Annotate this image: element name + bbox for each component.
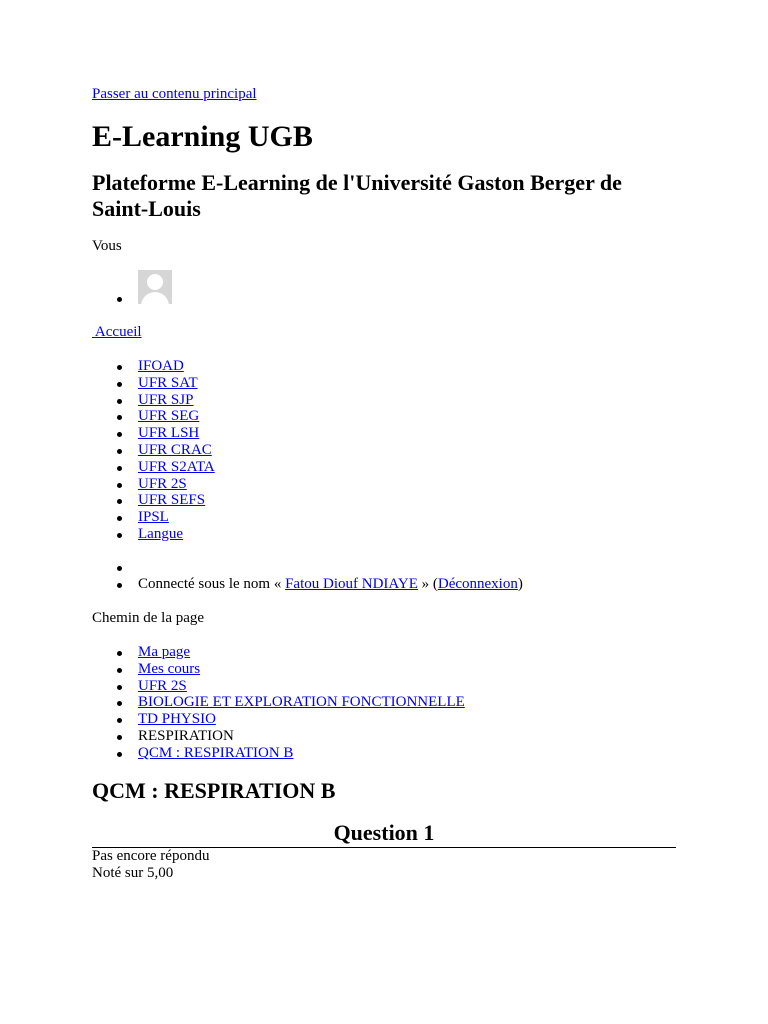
user-menu-item[interactable] xyxy=(138,270,172,306)
question-grade: Noté sur 5,00 xyxy=(92,865,174,881)
nav-item-ufr-crac xyxy=(138,442,215,459)
nav-link[interactable]: IFOAD xyxy=(138,358,184,374)
user-profile-link[interactable]: Fatou Diouf NDIAYE xyxy=(285,575,418,592)
login-prefix: Connecté sous le nom « xyxy=(138,575,286,592)
nav-link[interactable]: Langue xyxy=(138,525,183,542)
nav-link[interactable]: UFR SEFS xyxy=(138,492,206,509)
nav-item-ufr-sefs xyxy=(138,492,215,509)
nav-item-ufr-sjp xyxy=(138,392,215,409)
breadcrumb-link[interactable]: QCM : RESPIRATION B xyxy=(138,744,294,761)
quiz-title: QCM : RESPIRATION B xyxy=(92,778,336,803)
user-menu-label: Vous xyxy=(92,238,122,254)
user-avatar-icon[interactable] xyxy=(138,270,172,304)
breadcrumb-link[interactable]: UFR 2S xyxy=(138,677,187,694)
breadcrumb-link[interactable]: Mes cours xyxy=(138,660,201,677)
breadcrumb-item xyxy=(138,711,465,728)
breadcrumb-label: Chemin de la page xyxy=(92,610,205,626)
breadcrumb-link[interactable]: BIOLOGIE ET EXPLORATION FONCTIONNELLE xyxy=(138,694,465,711)
breadcrumb-text: RESPIRATION xyxy=(138,727,234,744)
login-middle: » ( xyxy=(417,575,438,592)
home-link[interactable]: Accueil xyxy=(92,324,142,340)
nav-link[interactable]: UFR S2ATA xyxy=(138,458,215,475)
nav-item-ifoad xyxy=(138,358,215,375)
logout-link[interactable]: Déconnexion xyxy=(437,575,518,592)
breadcrumb-item xyxy=(138,728,465,745)
nav-item-ipsl xyxy=(138,509,215,526)
breadcrumb xyxy=(138,644,465,762)
nav-item-ufr-sat xyxy=(138,375,215,392)
nav-link[interactable]: UFR LSH xyxy=(138,425,200,442)
site-title: E-Learning UGB xyxy=(92,120,313,153)
breadcrumb-item xyxy=(138,661,465,678)
login-info-list xyxy=(138,559,523,593)
skip-to-content-link[interactable]: Passer au contenu principal xyxy=(92,86,257,102)
login-info xyxy=(138,576,523,593)
empty-list-item xyxy=(138,559,523,576)
breadcrumb-link[interactable]: Ma page xyxy=(138,644,191,660)
breadcrumb-item xyxy=(138,745,465,762)
nav-link[interactable]: UFR CRAC xyxy=(138,441,212,458)
nav-item-ufr-2s xyxy=(138,476,215,493)
question-status: Pas encore répondu xyxy=(92,848,210,864)
nav-link[interactable]: UFR SAT xyxy=(138,374,198,391)
nav-link[interactable]: UFR SJP xyxy=(138,391,194,408)
nav-link[interactable]: IPSL xyxy=(138,509,169,526)
site-subtitle: Plateforme E-Learning de l'Université Gaston Berger de Saint-Louis xyxy=(92,170,622,221)
breadcrumb-item xyxy=(138,678,465,695)
nav-item-ufr-seg xyxy=(138,408,215,425)
nav-item-ufr-lsh xyxy=(138,425,215,442)
user-menu xyxy=(138,270,172,306)
main-nav xyxy=(138,358,215,543)
breadcrumb-link[interactable]: TD PHYSIO xyxy=(138,711,216,728)
breadcrumb-item xyxy=(138,644,465,661)
nav-item-ufr-s2ata xyxy=(138,459,215,476)
nav-item-langue xyxy=(138,526,215,543)
breadcrumb-item xyxy=(138,694,465,711)
login-suffix: ) xyxy=(517,575,523,592)
question-heading: Question 1 xyxy=(333,820,435,845)
nav-link[interactable]: UFR 2S xyxy=(138,475,187,492)
nav-link[interactable]: UFR SEG xyxy=(138,408,200,425)
